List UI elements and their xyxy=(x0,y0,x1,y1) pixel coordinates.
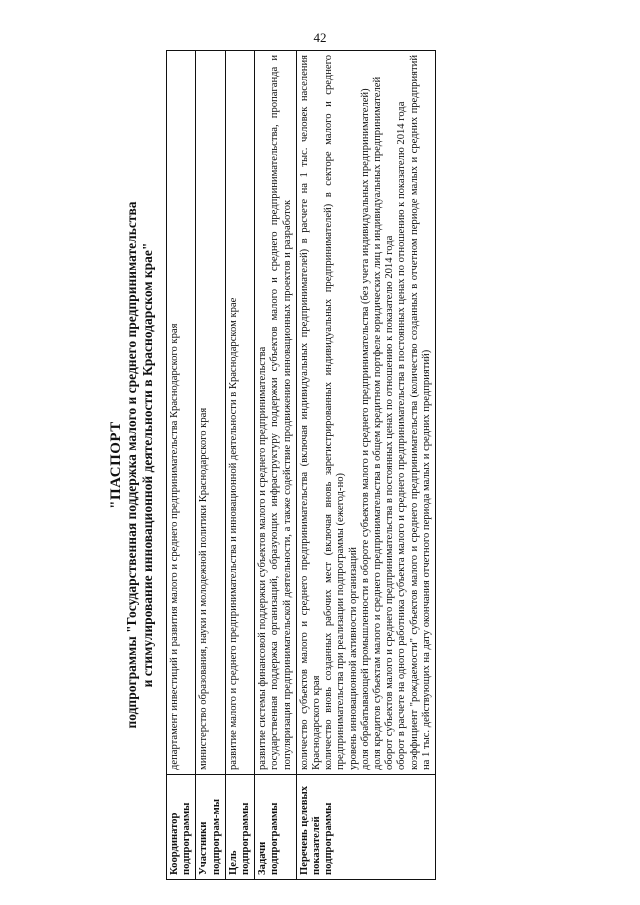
row-value-item: оборот в расчете на одного работника субъекта малого и среднего предпринимательства в постоянных ценах по отношению к показателю 2014 года xyxy=(396,101,408,770)
row-value xyxy=(196,51,225,775)
row-value xyxy=(296,51,435,775)
row-value-item: уровень инновационной активности организаций xyxy=(347,547,359,770)
title-line-1: "ПАСПОРТ xyxy=(108,421,124,509)
table-row xyxy=(255,51,297,880)
row-value xyxy=(255,51,297,775)
title-line-2: подпрограммы "Государственная поддержка малого и среднего предпринимательства xyxy=(124,201,139,729)
passport-table xyxy=(166,50,436,880)
row-value-item: департамент инвестиций и развития малого и среднего предпринимательства Краснодарского края xyxy=(169,323,180,770)
table-row xyxy=(167,51,196,880)
row-value-item: развитие малого и среднего предпринимательства и инновационной деятельности в Краснодарском крае xyxy=(227,297,239,770)
document-title xyxy=(108,50,156,880)
table-row xyxy=(196,51,225,880)
row-value-item: развитие системы финансовой поддержки субъектов малого и среднего предпринимательства xyxy=(257,346,269,770)
row-label: Перечень целевых показателей подпрограммы xyxy=(296,775,435,880)
row-label: Цель подпрограммы xyxy=(225,775,254,880)
row-label: Участники подпрограм-мы xyxy=(196,775,225,880)
row-value-item: коэффициент "рождаемости" субъектов малого и среднего предпринимательства (количество созданных в отчетном периоде малых и средних предприятий на 1 тыс. действующих на дату окончания отчетного периода малых и средних предприятий) xyxy=(408,55,432,770)
row-value-item: доля обрабатывающей промышленности в обороте субъектов малого и среднего предпринимательства (без учета индивидуальных предпринимателей) xyxy=(359,88,371,770)
row-value xyxy=(225,51,254,775)
rotated-page-content xyxy=(108,50,603,880)
table-row xyxy=(296,51,435,880)
page-number: 42 xyxy=(313,30,327,45)
table-row xyxy=(225,51,254,880)
title-line-3: и стимулирование инновационной деятельности в Краснодарском крае" xyxy=(140,242,155,688)
row-value-item: доля кредитов субъектам малого и среднего предпринимательства в общем кредитном портфеле юридических лиц и индивидуальных предпринимателей xyxy=(372,76,384,770)
row-value xyxy=(167,51,196,775)
row-value-item: государственная поддержка организаций, образующих инфраструктуру поддержки субъектов малого и среднего предпринимательства, пропаганда и популяризация предпринимательской деятельности, а также содействие продвижению инновационных проектов и разработок xyxy=(269,55,293,770)
row-label: Задачи подпрограммы xyxy=(255,775,297,880)
row-value-item: количество субъектов малого и среднего предпринимательства (включая индивидуальных предпринимателей) в расчете на 1 тыс. человек населения Краснодарского края xyxy=(298,55,323,770)
row-value-item: министерство образования, науки и молодежной политики Краснодарского края xyxy=(198,407,210,770)
row-value-item: количество вновь созданных рабочих мест (включая вновь зарегистрированных индивидуальных предпринимателей) в секторе малого и среднего предпринимательства при реализации подпрограммы (ежегод-но) xyxy=(323,55,347,770)
row-label: Координатор подпрограммы xyxy=(167,775,196,880)
row-value-item: оборот субъектов малого и среднего предпринимательства в постоянных ценах по отношению к показателю 2014 года xyxy=(384,235,396,770)
